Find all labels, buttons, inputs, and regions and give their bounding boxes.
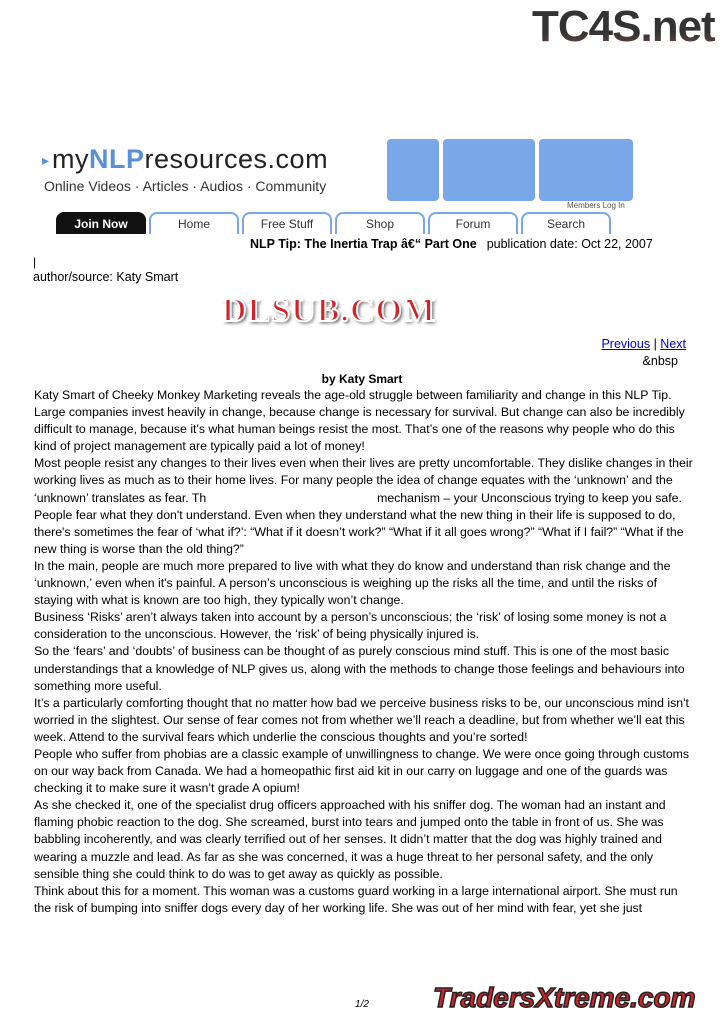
publication-date: publication date: Oct 22, 2007: [486, 237, 653, 251]
tab-forum[interactable]: Forum: [428, 212, 518, 234]
paragraph: People who suffer from phobias are a classic example of unwillingness to change. We were once going through customs on our way back from Canada. We had a homeopathic first aid kit in our carry on luggage and one of the guards was checking it to make sure it wasn’t grade A opium!: [34, 746, 690, 796]
paragraph: Large companies invest heavily in change, because change is necessary for survival. But change can also be incredibly difficult to manage, because it's what human beings resist the most. That’s one of the reasons why people who do this kind of project management are typically paid a lot of money!: [34, 405, 685, 454]
logo-suffix: resources.com: [144, 144, 329, 174]
tab-search[interactable]: Search: [521, 212, 611, 234]
article-nav: [601, 337, 686, 352]
logo-arrows-icon: ▸: [42, 152, 50, 169]
site-logo[interactable]: [42, 144, 328, 176]
tab-shop[interactable]: Shop: [335, 212, 425, 234]
paragraph: Business ‘Risks’ aren’t always taken into account by a person’s unconscious; the ‘risk’ of losing some money is not a consideration to the unconscious. However, the ‘risk’ of being physically injured is.: [34, 610, 667, 642]
nbsp-text: &nbsp: [642, 354, 678, 368]
page-number: 1/2: [355, 999, 369, 1010]
separator: |: [33, 255, 37, 269]
logo-brand: NLP: [89, 144, 145, 174]
banner-image-group: [443, 139, 535, 201]
article-author: author/source: Katy Smart: [33, 270, 179, 284]
watermark-dlsub: DLSUB.COM: [222, 292, 436, 329]
site-tagline: Online Videos · Articles · Audios · Community: [44, 178, 327, 194]
tab-join-now[interactable]: Join Now: [56, 212, 146, 234]
tab-home[interactable]: Home: [149, 212, 239, 234]
article-title: NLP Tip: The Inertia Trap â€“ Part One: [250, 237, 477, 251]
paragraph: In the main, people are much more prepared to live with what they do know and understand than risk change and the ‘unknown,’ even when it's painful. A person’s unconscious is weighing up the risks all the time, and until the risks of staying with what is known are too high, they typically won’t change.: [34, 558, 671, 608]
watermark-tradersxtreme: TradersXtreme.com: [433, 982, 696, 1013]
byline: by Katy Smart: [321, 372, 403, 386]
logo-prefix: my: [52, 144, 89, 174]
paragraph: It’s a particularly comforting thought that no matter how bad we perceive business risks to be, our unconscious mind isn't worried in the slightest. Our sense of fear comes not from whether we’ll reach a deadline, but from whether we’ll eat this week. Attend to the survival fears which underlie the conscious thoughts and you’re sorted!: [34, 695, 689, 744]
members-login-link[interactable]: Members Log In: [567, 201, 625, 210]
article-body: [34, 387, 697, 917]
paragraph: Katy Smart of Cheeky Monkey Marketing reveals the age-old struggle between familiarity and change in this NLP Tip.: [34, 388, 672, 402]
article-header: [250, 237, 653, 252]
paragraph: So the ‘fears’ and ‘doubts’ of business can be thought of as purely conscious mind stuff. This is one of the most basic understandings that a knowledge of NLP gives us, along with the methods to change those feelings and behaviours into something more useful.: [34, 644, 685, 693]
paragraph: As she checked it, one of the specialist drug officers approached with his sniffer dog. The woman had an instant and flaming phobic reaction to the dog. She screamed, burst into tears and jumped onto the table in front of us. She was babbling incoherently, and was clearly terrified out of her senses. It didn’t matter that the dog was highly trained and wearing a muzzle and lead. As far as she was concerned, it was a huge threat to her personal safety, and the only sensible thing she could think to do was to get away as quickly as possible.: [34, 798, 666, 881]
paragraph: Most people resist any changes to their lives even when their lives are pretty uncomfortable. They dislike changes in their working lives as much as to their home lives. For many people the idea of change equates with the ‘unknown’ and the ‘unknown’ translates as fear. Th mechanism – your Unconscious trying to keep you safe.: [34, 456, 697, 505]
nav-separator: |: [650, 337, 661, 351]
banner-image-puzzle: [539, 139, 633, 201]
previous-link[interactable]: Previous: [601, 337, 651, 351]
paragraph: People fear what they don't understand. Even when they understand what the new thing in their life is supposed to do, there's sometimes the fear of ‘what if?’: “What if it doesn’t work?” “What if it all goes wrong?” “What if I fail?” “What if the new thing is worse than the old thing?”: [34, 507, 684, 556]
banner-image-person: [387, 139, 439, 201]
paragraph: Think about this for a moment. This woman was a customs guard working in a large international airport. She must run the risk of bumping into sniffer dogs every day of her working life. She was out of her mind with fear, yet she just: [34, 883, 678, 915]
next-link[interactable]: Next: [660, 337, 686, 351]
nav-tabs: [56, 212, 611, 234]
tab-free-stuff[interactable]: Free Stuff: [242, 212, 332, 234]
watermark-tc4s: TC4S.net: [532, 2, 715, 51]
